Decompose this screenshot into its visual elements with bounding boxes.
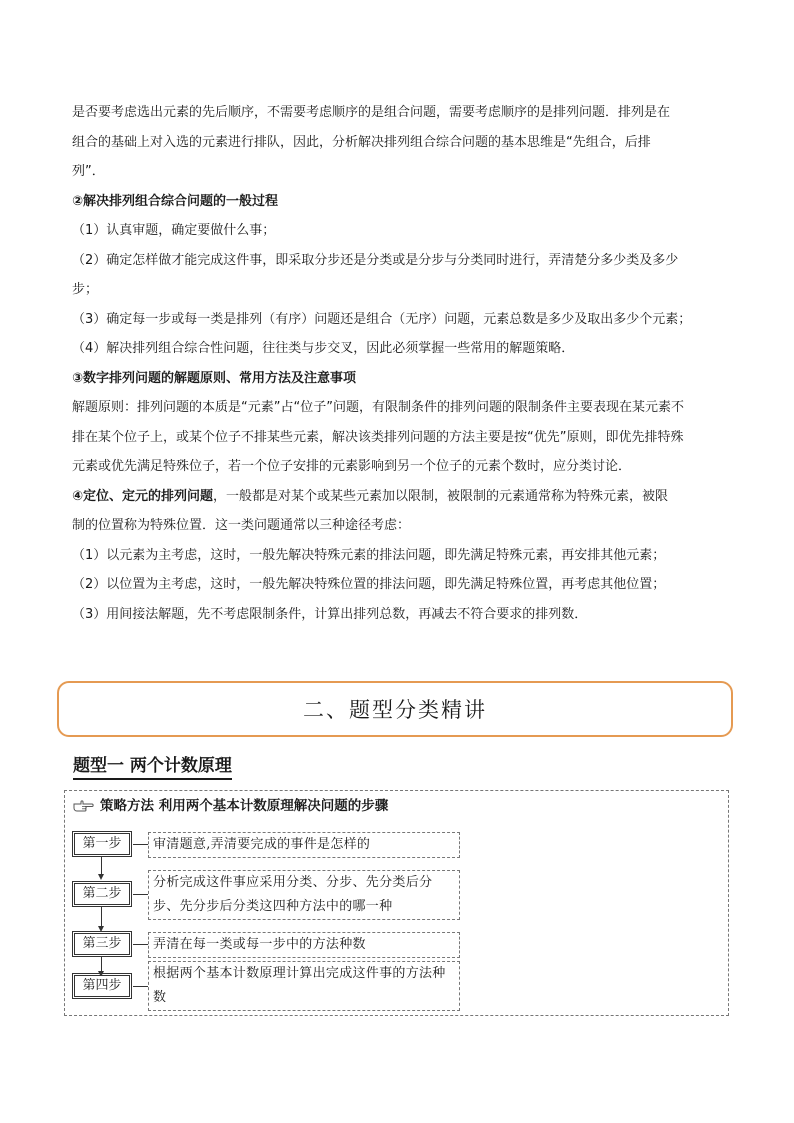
paragraph-line: （3）确定每一步或每一类是排列（有序）问题还是组合（无序）问题，元素总数是多少及取出多少个元素； xyxy=(72,311,692,327)
step-3-description: 弄清在每一类或每一步中的方法种数 xyxy=(148,932,460,958)
paragraph-line: （3）用间接法解题，先不考虑限制条件，计算出排列总数，再减去不符合要求的排列数． xyxy=(72,606,588,622)
pointing-hand-icon xyxy=(73,799,95,813)
paragraph-line: 解题原则：排列问题的本质是“元素”占“位子”问题，有限制条件的排列问题的限制条件主要表现在某元素不 xyxy=(72,400,684,415)
step-3-label: 第三步 xyxy=(74,933,130,955)
step-1-label: 第一步 xyxy=(74,833,130,855)
paragraph-line: （2）确定怎样做才能完成这件事，即采取分步还是分类或是分步与分类同时进行，弄清楚分多少类及多少 xyxy=(72,252,679,268)
step-1-connector xyxy=(133,844,148,845)
arrow-down-icon xyxy=(101,907,102,927)
subheading-digit-arrangement: ③数字排列问题的解题原则、常用方法及注意事项 xyxy=(72,370,357,386)
subheading-general-process: ②解决排列组合综合问题的一般过程 xyxy=(72,193,279,209)
arrow-down-icon xyxy=(101,957,102,972)
section-heading-box xyxy=(57,681,733,737)
strategy-header xyxy=(73,796,388,816)
arrow-down-icon xyxy=(101,857,102,875)
step-2-connector xyxy=(133,894,148,895)
step-1-description: 审清题意,弄清要完成的事件是怎样的 xyxy=(148,832,460,858)
step-2-label: 第二步 xyxy=(74,883,130,905)
paragraph-line: （1）以元素为主考虑，这时，一般先解决特殊元素的排法问题，即先满足特殊元素，再安排其他元素； xyxy=(72,547,666,563)
paragraph-line: 组合的基础上对入选的元素进行排队，因此，分析解决排列组合综合问题的基本思维是“先组合，后排 xyxy=(72,134,651,150)
topic-title: 题型一 两个计数原理 xyxy=(73,755,232,780)
step-3-connector xyxy=(133,944,148,945)
paragraph-line: 制的位置称为特殊位置．这一类问题通常以三种途径考虑： xyxy=(72,518,411,533)
section-heading: 二、题型分类精讲 xyxy=(303,698,487,722)
step-4-connector xyxy=(133,986,148,987)
paragraph-line: 元素或优先满足特殊位子，若一个位子安排的元素影响到另一个位子的元素个数时，应分类讨论． xyxy=(72,459,632,474)
strategy-box xyxy=(64,790,729,1016)
paragraph-text: ，一般都是对某个或某些元素加以限制，被限制的元素通常称为特殊元素，被限 xyxy=(213,488,669,504)
paragraph-line: （1）认真审题，确定要做什么事； xyxy=(72,223,276,238)
body-text xyxy=(72,98,722,629)
subheading-fixed-position: ④定位、定元的排列问题 xyxy=(72,488,214,504)
paragraph-line: （2）以位置为主考虑，这时，一般先解决特殊位置的排法问题，即先满足特殊位置，再考虑其他位置； xyxy=(72,577,666,592)
strategy-title: 策略方法 利用两个基本计数原理解决问题的步骤 xyxy=(100,798,389,814)
step-4-description: 根据两个基本计数原理计算出完成这件事的方法种数 xyxy=(148,961,460,1011)
paragraph-line: 列”． xyxy=(72,164,105,179)
step-2-description: 分析完成这件事应采用分类、分步、先分类后分步、先分步后分类这四种方法中的哪一种 xyxy=(148,870,460,920)
paragraph-line: 步； xyxy=(72,282,99,297)
step-4-label: 第四步 xyxy=(74,975,130,997)
paragraph-line: 是否要考虑选出元素的先后顺序，不需要考虑顺序的是组合问题，需要考虑顺序的是排列问题．排列是在 xyxy=(72,105,671,120)
paragraph-line: 排在某个位子上，或某个位子不排某些元素，解决该类排列问题的方法主要是按“优先”原则，即优先排特殊 xyxy=(72,429,684,445)
paragraph-line: （4）解决排列组合综合性问题，往往类与步交叉，因此必须掌握一些常用的解题策略． xyxy=(72,341,575,356)
paragraph-line xyxy=(72,482,722,512)
